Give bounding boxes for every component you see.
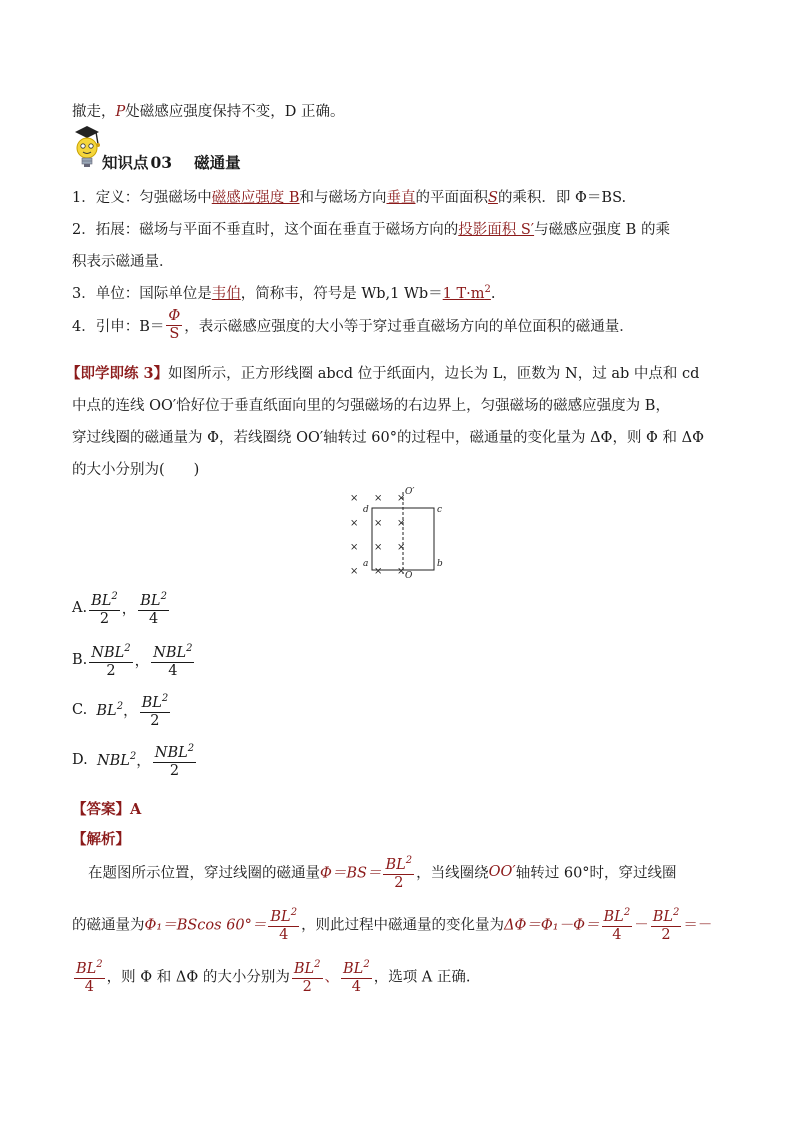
exercise-tag: 【即学即练 3】	[66, 365, 169, 382]
option-c[interactable]: C. $BL^2$， $\frac{BL^2}{2}$	[72, 690, 172, 730]
field-cross: ×	[350, 542, 359, 553]
label-b: b	[437, 559, 443, 569]
field-cross: ×	[397, 542, 406, 553]
point-2: 2．拓展：磁场与平面不垂直时，这个面在垂直于磁场方向的投影面积 S′与磁感应强度 B 的乘	[72, 222, 670, 238]
exercise-line-3: 穿过线圈的磁通量为 Φ，若线圈绕 OO′轴转过 60°的过程中，磁通量的变化量为 ΔΦ，则 Φ 和 ΔΦ	[72, 430, 705, 446]
point-4: 4．引申：B＝ $\frac{\Phi}{S}$ ，表示磁感应强度的大小等于穿过垂直磁场方向的单位面积的磁通量．	[72, 308, 634, 342]
option-b[interactable]: B. $\frac{NBL^2}{2}$ ， $\frac{NBL^2}{4}$	[72, 640, 196, 680]
exercise-line-2: 中点的连线 OO′恰好位于垂直纸面向里的匀强磁场的右边界上，匀强磁场的磁感应强度为 B，	[72, 398, 670, 414]
field-cross: ×	[397, 493, 406, 504]
section-title: 磁通量	[194, 153, 241, 172]
section-number: 03	[150, 153, 173, 172]
coil-field-figure	[342, 482, 452, 582]
field-cross: ×	[350, 566, 359, 577]
field-cross: ×	[374, 518, 383, 529]
field-cross: ×	[397, 518, 406, 529]
exercise-line-4: 的大小分别为( )	[72, 462, 200, 478]
point-1: 1．定义：匀强磁场中磁感应强度 B和与磁场方向垂直的平面面积S的乘积．即 Φ＝BS.	[72, 190, 627, 206]
analysis-line-2: 的磁通量为Φ₁＝BScos 60°＝ $\frac{BL^2}{4}$ ，则此过程中磁通量的变化量为ΔΦ＝Φ₁－Φ＝ $\frac{BL^2}{4}$ － $\frac{BL^2}{2}$ ＝－	[72, 904, 734, 944]
label-o: O	[405, 571, 413, 581]
field-cross: ×	[374, 542, 383, 553]
point-2-cont: 积表示磁通量．	[72, 254, 174, 270]
analysis-line-3: $\frac{BL^2}{4}$ ，则 Φ 和 ΔΦ 的大小分别为 $\frac{BL^2}{2}$ 、 $\frac{BL^2}{4}$ ，选项 A 正确.	[72, 956, 734, 996]
analysis-line-1: 在题图所示位置，穿过线圈的磁通量Φ＝BS＝ $\frac{BL^2}{2}$ ，当线圈绕OO′轴转过 60°时，穿过线圈	[88, 852, 734, 892]
label-o-prime: O′	[405, 487, 415, 497]
field-cross: ×	[374, 566, 383, 577]
answer: 【答案】A	[72, 801, 142, 818]
fraction-phi-over-s: $\frac{\Phi}{S}$	[168, 308, 181, 342]
analysis-tag: 【解析】	[72, 831, 130, 848]
option-a[interactable]: A. $\frac{BL^2}{2}$ ， $\frac{BL^2}{4}$	[72, 588, 171, 628]
intro-line: 撤走，P处磁感应强度保持不变，D 正确。	[72, 104, 345, 120]
field-cross: ×	[397, 566, 406, 577]
label-a: a	[363, 559, 369, 569]
option-d[interactable]: D. NBL$^2$， $\frac{NBL^2}{2}$	[72, 740, 198, 780]
section-label: 知识点	[102, 153, 149, 172]
exercise-line-1: 【即学即练 3】如图所示，正方形线圈 abcd 位于纸面内，边长为 L，匝数为 N，过 ab 中点和 cd	[66, 365, 700, 382]
field-cross: ×	[350, 518, 359, 529]
label-c: c	[437, 505, 443, 515]
point-3: 3．单位：国际单位是韦伯，简称韦，符号是 Wb,1 Wb＝1 $T\cdot m^2$.	[72, 284, 496, 302]
label-d: d	[363, 505, 369, 515]
field-cross: ×	[350, 493, 359, 504]
field-cross: ×	[374, 493, 383, 504]
scholar-lightbulb-icon	[72, 124, 102, 172]
